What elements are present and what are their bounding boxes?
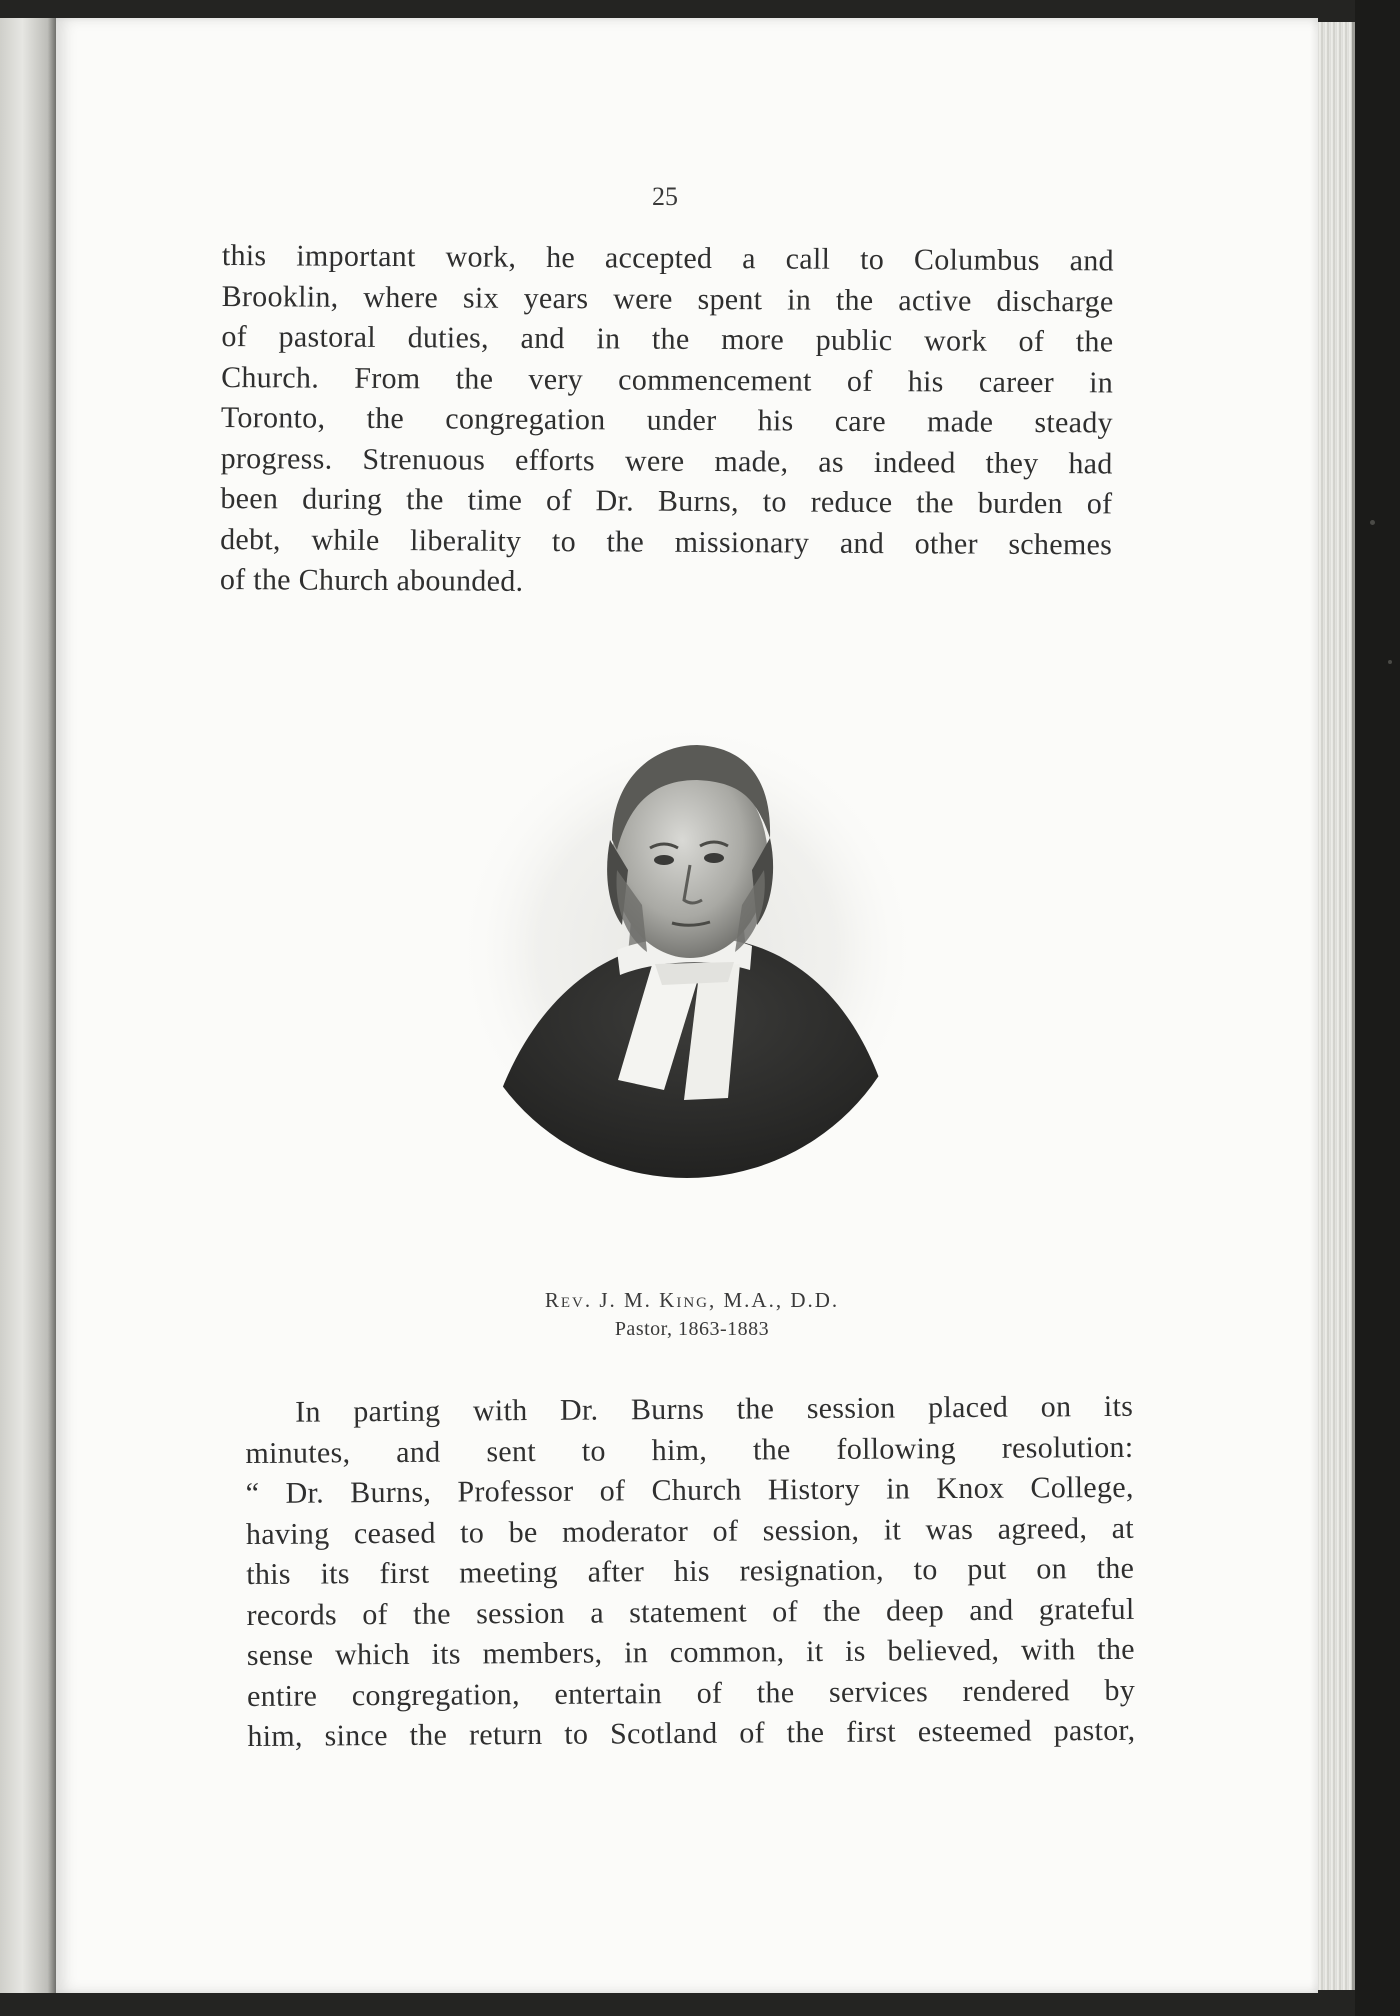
text-line: of pastoral duties, and in the more public work of the — [221, 319, 1114, 359]
body-paragraph-2 — [245, 1387, 1136, 1758]
text-line: progress. Strenuous efforts were made, as indeed they had — [220, 441, 1113, 480]
text-line: entire congregation, entertain of the services rendered by — [247, 1673, 1136, 1713]
page-number: 25 — [652, 182, 678, 211]
text-line: been during the time of Dr. Burns, to reduce the burden of — [220, 481, 1113, 521]
dust-speck — [1370, 520, 1375, 525]
page-stack-edge — [1318, 22, 1355, 1990]
text-line: this important work, he accepted a call to Columbus and — [221, 238, 1114, 278]
text-line: minutes, and sent to him, the following resolution: — [245, 1430, 1134, 1470]
text-line: this its first meeting after his resignation, to put on the — [246, 1551, 1135, 1591]
text-line: sense which its members, in common, it is believed, with the — [246, 1632, 1135, 1672]
scan-background — [1355, 0, 1400, 2016]
text-line: having ceased to be moderator of session, it was agreed, at — [245, 1511, 1135, 1551]
text-line: of the Church abounded. — [219, 562, 524, 598]
dust-speck — [1388, 660, 1392, 664]
portrait-caption — [432, 1285, 952, 1343]
text-line: Church. From the very commencement of his career in — [221, 360, 1114, 399]
text-line: records of the session a statement of the deep and grateful — [246, 1592, 1135, 1632]
text-line: In parting with Dr. Burns the session placed on its — [295, 1389, 1134, 1429]
facing-page-edge — [0, 18, 56, 1993]
text-line: Brooklin, where six years were spent in the active discharge — [221, 279, 1114, 318]
text-line: debt, while liberality to the missionary and other schemes — [220, 522, 1113, 561]
body-paragraph-1 — [220, 236, 1114, 606]
portrait-engraving — [452, 720, 922, 1180]
portrait-photo — [452, 720, 922, 1180]
text-line: Toronto, the congregation under his care made steady — [220, 400, 1113, 440]
text-line: him, since the return to Scotland of the first esteemed pastor, — [247, 1713, 1136, 1753]
text-line: “ Dr. Burns, Professor of Church History in Knox College, — [245, 1470, 1134, 1510]
caption-name: Rev. J. M. King, M.A., D.D. — [544, 1288, 840, 1312]
caption-subtitle: Pastor, 1863-1883 — [614, 1318, 770, 1340]
